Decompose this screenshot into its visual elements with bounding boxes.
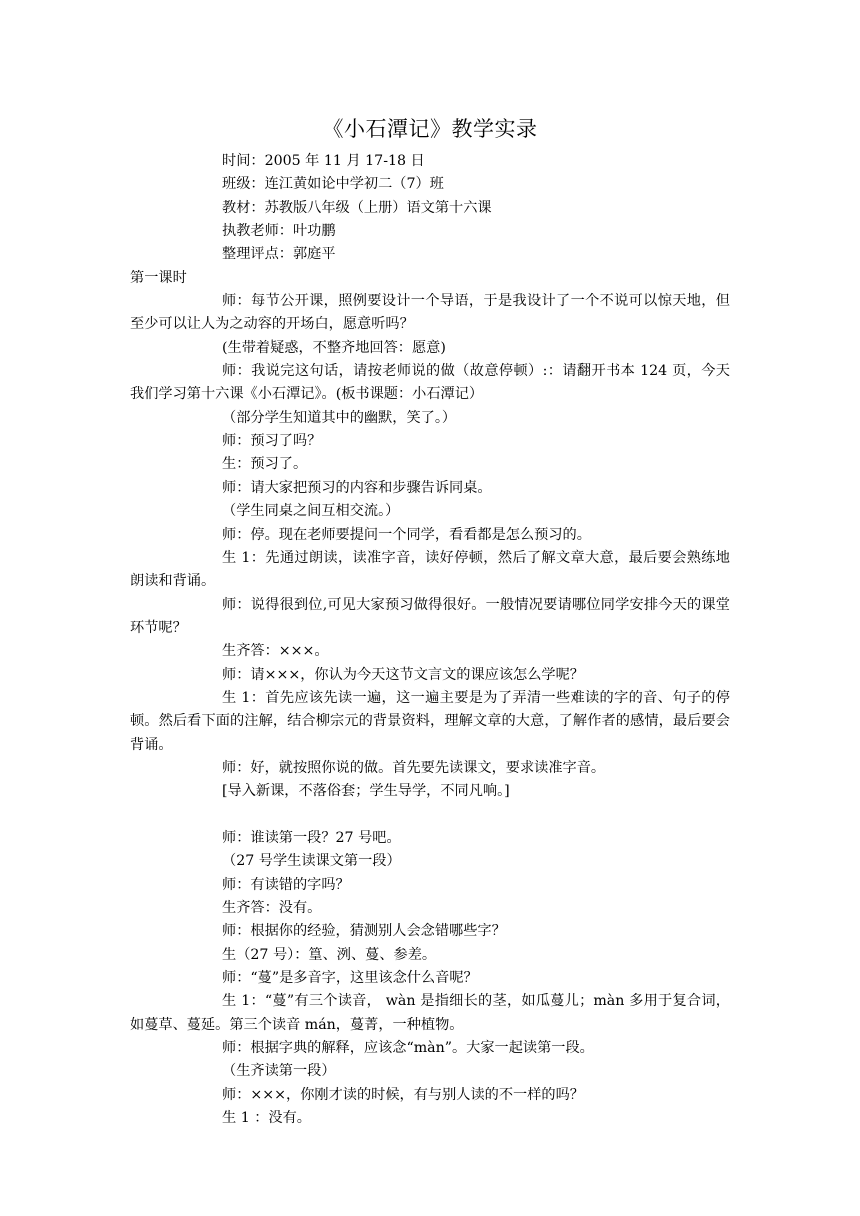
paragraph-textbook: 教材：苏教版八年级（上册）语文第十六课 [222,199,492,216]
commentary-paragraph: [导入新课，不落俗套；学生导学，不同凡响。] [222,783,510,800]
paragraph: （生齐读第一段） [222,1063,336,1080]
paragraph: 师：请×××，你认为今天这节文言文的课应该怎么学呢？ [222,666,584,683]
paragraph: 师：停。现在老师要提问一个同学，看看都是怎么预习的。 [222,526,591,543]
paragraph: （部分学生知道其中的幽默，笑了。） [222,409,457,426]
paragraph: （学生同桌之间互相交流。） [222,503,400,520]
paragraph: 师：根据字典的解释，应该念“màn”。大家一起读第一段。 [222,1040,594,1057]
paragraph: 生 1 ：没有。 [222,1110,311,1127]
paragraph: (生带着疑惑，不整齐地回答：愿意) [222,339,446,356]
document-title: 《小石潭记》教学实录 [322,117,538,141]
paragraph-teacher: 执教老师：叶功鹏 [222,223,336,240]
paragraph-class: 班级：连江黄如论中学初二（7）班 [222,176,444,193]
paragraph: 师：预习了吗？ [222,433,322,450]
paragraph-time: 时间：2005 年 11 月 17-18 日 [222,153,425,169]
paragraph: 师：谁读第一段？27 号吧。 [222,829,401,846]
paragraph: 师：根据你的经验，猜测别人会念错哪些字？ [222,923,506,940]
paragraph: 师：×××，你刚才读的时候，有与别人读的不一样的吗？ [222,1086,584,1103]
paragraph: 师：有读错的字吗？ [222,876,350,893]
paragraph-reviewer: 整理评点：郭庭平 [222,246,336,263]
document-body [130,150,730,1130]
paragraph: 师：说得很到位,可见大家预习做得很好。一般情况要请哪位同学安排今天的课堂环节呢？ [130,596,730,636]
paragraph: （27 号学生读课文第一段） [222,853,401,870]
section-heading: 第一课时 [130,269,187,286]
paragraph: 生：预习了。 [222,456,308,473]
paragraph: 师：我说完这句话，请按老师说的做（故意停顿）:：请翻开书本 124 页，今天我们学习第十六课《小石潭记》。(板书课题：小石潭记） [130,363,730,403]
paragraph: 生 1：先通过朗读，读准字音，读好停顿，然后了解文章大意，最后要会熟练地朗读和背诵。 [130,549,730,590]
paragraph: 师：“蔓”是多音字，这里该念什么音呢？ [222,970,478,987]
paragraph: 生齐答：没有。 [222,900,322,916]
paragraph: 师：好，就按照你说的做。首先要先读课文，要求读准字音。 [222,759,606,776]
paragraph: 生（27 号）：篁、洌、蔓、参差。 [222,946,437,963]
paragraph: 生齐答：×××。 [222,643,329,660]
paragraph: 生 1：“蔓”有三个读音， wàn 是指细长的茎，如瓜蔓儿；màn 多用于复合词，如蔓草、蔓延。第三个读音 mán，蔓菁，一种植物。 [130,993,730,1033]
paragraph: 师：请大家把预习的内容和步骤告诉同桌。 [222,479,492,496]
paragraph: 师：每节公开课，照例要设计一个导语，于是我设计了一个不说可以惊天地，但至少可以让人为之动容的开场白，愿意听吗？ [130,293,730,333]
blank-line [130,804,730,827]
paragraph: 生 1：首先应该先读一遍，这一遍主要是为了弄清一些难读的字的音、句子的停顿。然后看下面的注解，结合柳宗元的背景资料，理解文章的大意，了解作者的感情，最后要会背诵。 [130,689,730,753]
